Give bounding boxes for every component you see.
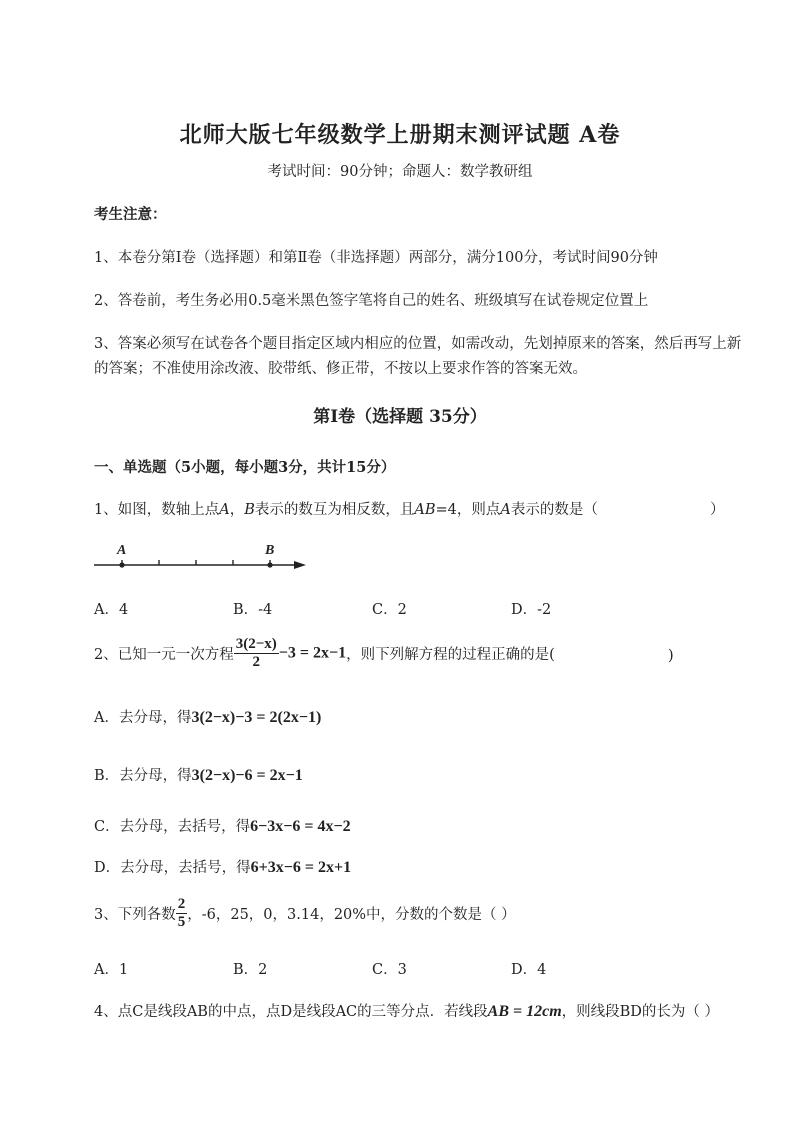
- notice-item-2: 2、答卷前，考生务必用0.5毫米黑色签字笔将自己的姓名、班级填写在试卷规定位置上: [94, 293, 649, 309]
- point-a-label: A: [117, 543, 127, 558]
- notice-item-3-cont: 的答案；不准使用涂改液、胶带纸、修正带，不按以上要求作答的答案无效。: [94, 361, 587, 377]
- number-line-figure: [88, 538, 318, 578]
- q2-frac-num: 3(2−x): [235, 636, 277, 652]
- q2-option-c-label: C．去分母，去括号，得: [94, 819, 251, 835]
- q3-fraction: [176, 896, 188, 931]
- q2-option-d-label: D．去分母，去括号，得: [94, 860, 251, 876]
- exam-subtitle: 考试时间：90分钟；命题人：数学教研组: [267, 164, 533, 180]
- q1-option-a[interactable]: A．4: [94, 602, 129, 618]
- q2-option-b[interactable]: [94, 764, 303, 785]
- q4-prefix: 4、点C是线段AB的中点，点D是线段AC的三等分点．若线段: [94, 1004, 488, 1020]
- q1-point-a: A: [219, 502, 230, 518]
- q1-suffix: 表示的数是（: [510, 502, 598, 518]
- question-3: [94, 896, 516, 931]
- notice-item-1: 1、本卷分第Ⅰ卷（选择题）和第Ⅱ卷（非选择题）两部分，满分100分，考试时间90分钟: [94, 250, 658, 266]
- q2-suffix: ，则下列解方程的过程正确的是(: [346, 647, 555, 663]
- q3-option-a[interactable]: A．1: [94, 962, 129, 978]
- q1-mid: 表示的数互为相反数，且: [254, 502, 415, 518]
- q2-option-c-math: 6−3x−6 = 4x−2: [250, 818, 351, 835]
- q2-fraction: [234, 636, 279, 671]
- notice-item-3: 3、答案必须写在试卷各个题目指定区域内相应的位置，如需改动，先划掉原来的答案，然后再写上新: [94, 336, 742, 352]
- q2-option-d-math: 6+3x−6 = 2x+1: [250, 859, 352, 876]
- q1-prefix: 1、如图，数轴上点: [94, 502, 220, 518]
- q3-option-c[interactable]: C．3: [372, 962, 407, 978]
- q2-option-d[interactable]: [94, 856, 351, 877]
- q3-suffix: ，-6，25，0，3.14，20%中，分数的个数是（ ）: [187, 907, 516, 923]
- q2-option-a[interactable]: [94, 706, 321, 727]
- q4-suffix: ，则线段BD的长为（ ）: [561, 1004, 720, 1020]
- section-title: 第Ⅰ卷（选择题 35分）: [313, 407, 487, 427]
- q2-frac-den: 2: [252, 654, 260, 670]
- point-b-label: B: [265, 543, 275, 558]
- q4-math: AB = 12cm: [487, 1003, 562, 1020]
- exam-title: 北师大版七年级数学上册期末测评试题 A卷: [179, 122, 621, 148]
- q3-frac-den: 5: [177, 914, 186, 930]
- q2-prefix: 2、已知一元一次方程: [94, 647, 234, 663]
- q1-option-c[interactable]: C．2: [372, 602, 407, 618]
- q3-option-b[interactable]: B．2: [233, 962, 268, 978]
- q1-point-a2: A: [500, 502, 511, 518]
- question-4: [94, 1000, 719, 1021]
- q2-option-b-math: 3(2−x)−6 = 2x−1: [191, 767, 303, 784]
- part-heading: 一、单选题（5小题，每小题3分，共计15分）: [94, 459, 396, 476]
- q1-ab: AB: [414, 502, 436, 518]
- question-1: [94, 498, 598, 519]
- q3-option-d[interactable]: D．4: [511, 962, 547, 978]
- q2-option-c[interactable]: [94, 815, 351, 836]
- notice-heading: 考生注意：: [94, 206, 167, 223]
- point-b-dot: [267, 562, 272, 567]
- q1-option-d[interactable]: D．-2: [511, 602, 552, 618]
- number-line-arrow: [294, 561, 306, 569]
- q1-close-paren: ）: [710, 502, 725, 518]
- q1-comma: ，: [229, 502, 245, 518]
- q3-frac-num: 2: [177, 896, 186, 912]
- q2-eq-rest: −3 = 2x−1: [278, 644, 347, 662]
- q2-option-a-label: A．去分母，得: [94, 710, 192, 726]
- q3-prefix: 3、下列各数: [94, 907, 176, 923]
- q1-eq: =4，则点: [435, 502, 501, 518]
- q2-option-a-math: 3(2−x)−3 = 2(2x−1): [191, 709, 322, 726]
- q2-close-paren: ): [668, 648, 674, 664]
- question-2: [94, 636, 555, 671]
- q1-option-b[interactable]: B．-4: [233, 602, 273, 618]
- q1-point-b: B: [244, 502, 255, 518]
- q2-option-b-label: B．去分母，得: [94, 768, 192, 784]
- point-a-dot: [119, 562, 124, 567]
